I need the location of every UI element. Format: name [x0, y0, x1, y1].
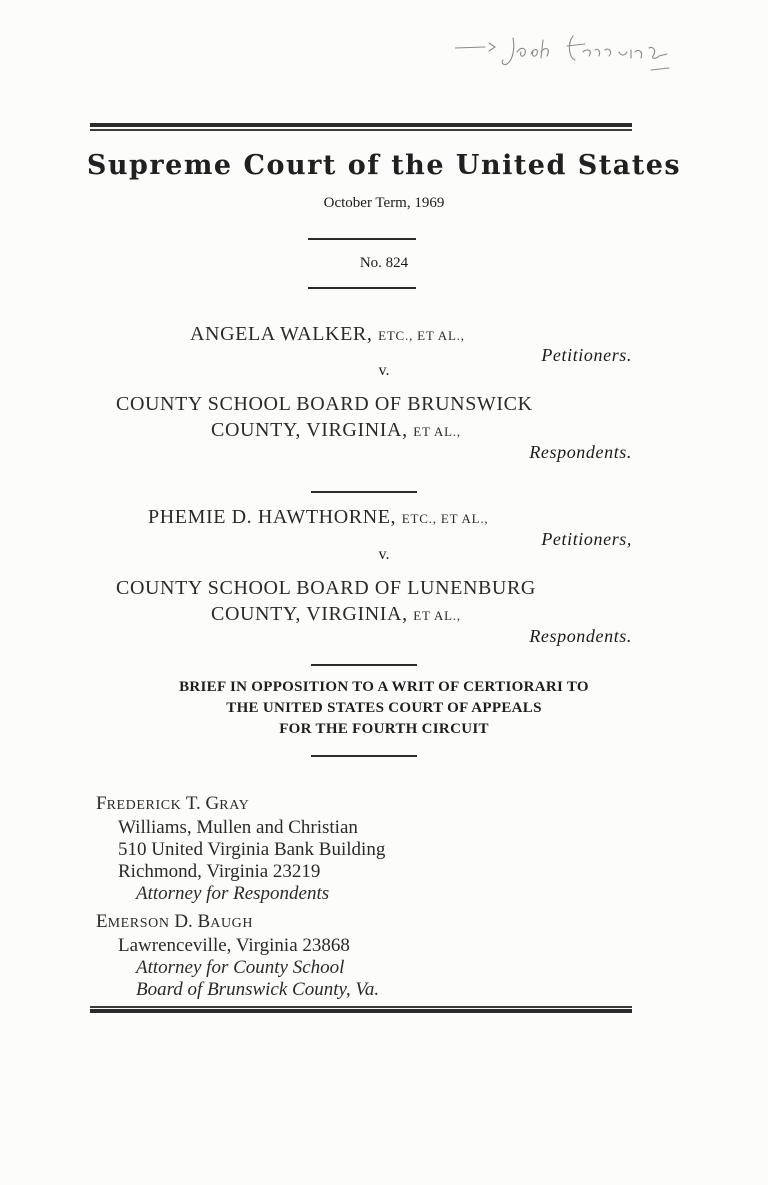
divider: [311, 491, 417, 493]
case1-petitioner-name: ANGELA WALKER,: [190, 323, 373, 345]
brief-title: [0, 677, 768, 740]
counsel1-firm: Williams, Mullen and Christian: [118, 817, 358, 838]
handwritten-note: [455, 30, 695, 80]
divider: [308, 287, 416, 289]
divider: [311, 755, 417, 757]
case1-petitioner: [190, 323, 465, 346]
case2-respondent-line1: COUNTY SCHOOL BOARD OF LUNENBURG: [116, 577, 536, 599]
docket-number: No. 824: [359, 255, 409, 271]
counsel-block-1: [96, 793, 385, 905]
counsel2-address1: Lawrenceville, Virginia 23868: [118, 935, 350, 956]
counsel1-address1: 510 United Virginia Bank Building: [118, 839, 386, 860]
case1-petitioner-suffix: ETC., ET AL.,: [378, 328, 465, 343]
brief-title-line2: THE UNITED STATES COURT OF APPEALS: [226, 700, 542, 716]
case1-versus: v.: [378, 362, 390, 379]
counsel1-name: FREDERICK T. GRAY: [96, 793, 250, 814]
bottom-double-rule: [90, 1006, 632, 1015]
case2-respondent-suffix: ET AL.,: [413, 608, 461, 623]
brief-title-line1: BRIEF IN OPPOSITION TO A WRIT OF CERTIORARI TO: [179, 679, 589, 695]
divider: [308, 238, 416, 240]
case2-versus: v.: [378, 546, 390, 563]
counsel-block-2: [96, 911, 379, 1001]
case1-petitioner-role: Petitioners.: [541, 345, 632, 365]
handwriting-scribble-icon: [455, 30, 695, 80]
case1-respondent-suffix: ET AL.,: [413, 424, 461, 439]
counsel1-role: Attorney for Respondents: [136, 883, 330, 904]
case2-respondent-county: COUNTY, VIRGINIA,: [211, 603, 408, 625]
case2-petitioner-role: Petitioners,: [541, 529, 632, 549]
case2-respondent-line2: [211, 603, 461, 626]
court-term: October Term, 1969: [323, 195, 445, 211]
case1-respondent-line1: COUNTY SCHOOL BOARD OF BRUNSWICK: [116, 393, 533, 415]
case2-respondent-role: Respondents.: [529, 626, 632, 646]
case1-respondent-county: COUNTY, VIRGINIA,: [211, 419, 408, 441]
case1-respondent-line2: [211, 419, 461, 442]
top-double-rule: [90, 123, 632, 132]
case2-petitioner-suffix: ETC., ET AL.,: [401, 511, 489, 526]
counsel2-role-line2: Board of Brunswick County, Va.: [136, 979, 380, 1000]
court-title: Supreme Court of the United States: [86, 150, 682, 181]
case2-petitioner-name: PHEMIE D. HAWTHORNE,: [148, 506, 397, 528]
case1-respondent-role: Respondents.: [529, 442, 632, 462]
divider: [311, 664, 417, 666]
brief-title-line3: FOR THE FOURTH CIRCUIT: [279, 721, 489, 737]
case2-petitioner: [148, 506, 488, 529]
counsel2-role-line1: Attorney for County School: [136, 957, 345, 978]
counsel1-address2: Richmond, Virginia 23219: [118, 861, 321, 882]
counsel2-name: EMERSON D. BAUGH: [96, 911, 254, 932]
